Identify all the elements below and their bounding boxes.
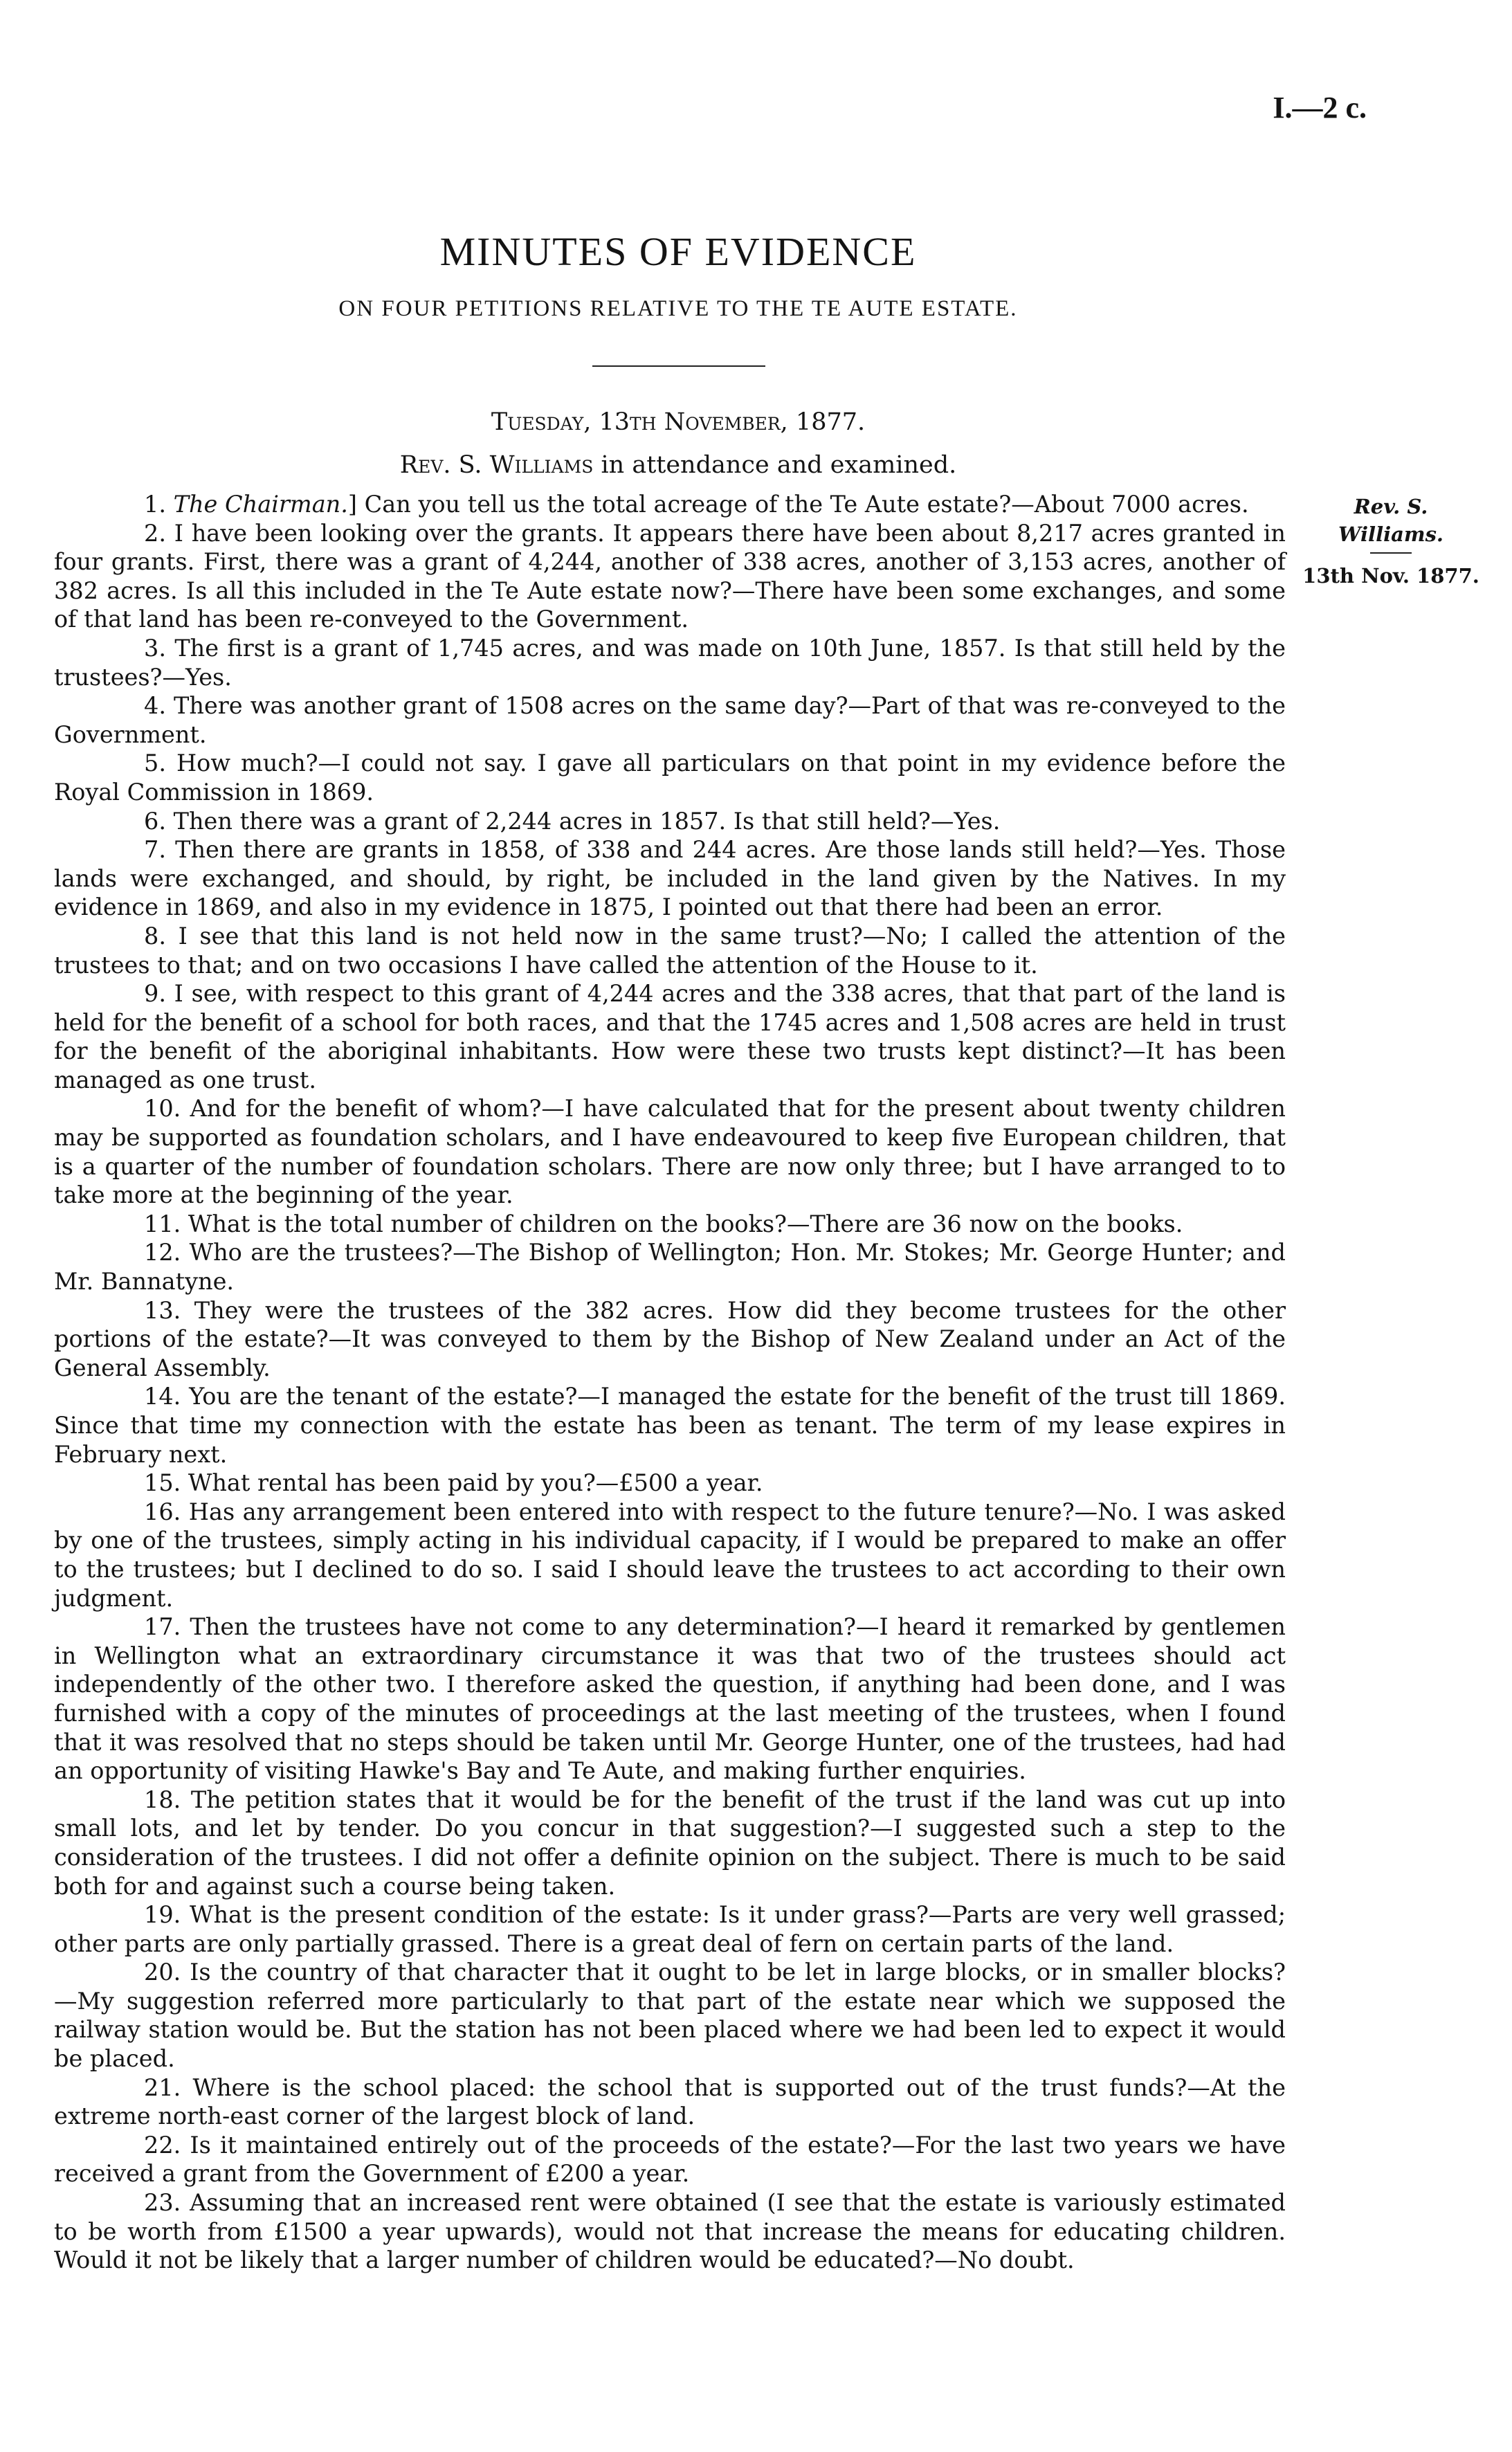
evidence-paragraph: 3. The first is a grant of 1,745 acres, and was made on 10th June, 1857. Is that still held by the trustees?—Yes. [54, 634, 1286, 691]
evidence-paragraph: 11. What is the total number of children on the books?—There are 36 now on the books. [144, 1210, 1183, 1237]
evidence-paragraph: 14. You are the tenant of the estate?—I managed the estate for the benefit of the trust till 1869. Since that time my connection with the estate has been as tenant. The term of my lease expires in February next. [54, 1383, 1286, 1468]
evidence-paragraph: 8. I see that this land is not held now in the same trust?—No; I called the attention of the trustees to that; and on two occasions I have called the attention of the House to it. [54, 922, 1286, 979]
evidence-paragraph: 7. Then there are grants in 1858, of 338 and 244 acres. Are those lands still held?—Yes. Those lands were exchanged, and should, by right, be included in the land given by the Natives. In my evidence in 1869, and also in my evidence in 1875, I pointed out that there had been an error. [54, 836, 1286, 921]
evidence-paragraph: 19. What is the present condition of the estate: Is it under grass?—Parts are very well grassed; other parts are only partially grassed. There is a great deal of fern on certain parts of the land. [54, 1901, 1286, 1957]
margin-witness: Rev. S. Williams. [1338, 495, 1444, 546]
evidence-paragraph: 16. Has any arrangement been entered into with respect to the future tenure?—No. I was asked by one of the trustees, simply acting in his individual capacity, if I would be prepared to make an offer to the trustees; but I declined to do so. I said I should leave the trustees to act according to their own judgment. [54, 1498, 1286, 1612]
evidence-paragraph: 9. I see, with respect to this grant of 4,244 acres and the 338 acres, that that part of the land is held for the benefit of a school for both races, and that the 1745 acres and 1,508 acres are held in trust for the benefit of the aboriginal inhabitants. How were these two trusts kept distinct?—It has been managed as one trust. [54, 980, 1286, 1093]
evidence-paragraph: 22. Is it maintained entirely out of the proceeds of the estate?—For the last two years we have received a grant from the Government of £200 a year. [54, 2131, 1286, 2188]
evidence-body [54, 490, 1286, 2275]
speaker: The Chairman. [173, 491, 348, 518]
evidence-paragraph: 10. And for the benefit of whom?—I have calculated that for the present about twenty children may be supported as foundation scholars, and I have endeavoured to keep five European children, that is a quarter of the number of foundation scholars. There are now only three; but I have arranged to to take more at the beginning of the year. [54, 1095, 1286, 1209]
witness-status: in attendance and examined. [593, 451, 957, 479]
evidence-paragraph: 4. There was another grant of 1508 acres on the same day?—Part of that was re-conveyed to the Government. [54, 692, 1286, 748]
evidence-paragraph: 20. Is the country of that character that it ought to be let in large blocks, or in smaller blocks? —My suggestion referred more particularly to that part of the estate near which we supposed the railway station would be. But the station has not been placed where we had been led to expect it would be placed. [54, 1959, 1286, 2073]
evidence-paragraph: 5. How much?—I could not say. I gave all particulars on that point in my evidence before the Royal Commission in 1869. [54, 750, 1286, 806]
margin-divider [1370, 552, 1412, 554]
question-number: 1. [144, 491, 174, 518]
margin-note [1301, 493, 1481, 590]
evidence-paragraph: 17. Then the trustees have not come to any determination?—I heard it remarked by gentlemen in Wellington what an extraordinary circumstance it was that two of the trustees should act independently of the other two. I therefore asked the question, if anything had been done, and I was furnished with a copy of the minutes of proceedings at the last meeting of the trustees, when I found that it was resolved that no steps should be taken until Mr. George Hunter, one of the trustees, had had an opportunity of visiting Hawke's Bay and Te Aute, and making further enquiries. [54, 1613, 1286, 1785]
margin-date: 13th Nov. 1877. [1302, 564, 1479, 588]
paragraph-text: ] Can you tell us the total acreage of the Te Aute estate?—About 7000 acres. [347, 491, 1249, 518]
title-divider [592, 365, 765, 367]
evidence-paragraph: 23. Assuming that an increased rent were obtained (I see that the estate is variously estimated to be worth from £1500 a year upwards), would not that increase the means for educating children. Would it not be likely that a larger number of children would be educated?—No doubt. [54, 2189, 1286, 2274]
session-date: Tuesday, 13th November, 1877. [491, 408, 866, 436]
witness-name: Rev. S. Williams [399, 451, 594, 479]
evidence-paragraph: 15. What rental has been paid by you?—£500 a year. [144, 1469, 763, 1497]
document-subtitle: ON FOUR PETITIONS RELATIVE TO THE TE AUTE ESTATE. [338, 296, 1018, 321]
evidence-paragraph [54, 490, 1286, 519]
document-title: MINUTES OF EVIDENCE [439, 229, 917, 274]
evidence-paragraph: 2. I have been looking over the grants. It appears there have been about 8,217 acres granted in four grants. First, there was a grant of 4,244, another of 338 acres, another of 3,153 acres, another of 382 acres. Is all this included in the Te Aute estate now?—There have been some exchanges, and some of that land has been re-conveyed to the Government. [54, 519, 1286, 633]
evidence-paragraph: 13. They were the trustees of the 382 acres. How did they become trustees for the other portions of the estate?—It was conveyed to them by the Bishop of New Zealand under an Act of the General Assembly. [54, 1296, 1286, 1381]
evidence-paragraph: 18. The petition states that it would be for the benefit of the trust if the land was cut up into small lots, and let by tender. Do you concur in that suggestion?—I suggested such a step to the consideration of the trustees. I did not offer a definite opinion on the subject. There is much to be said both for and against such a course being taken. [54, 1786, 1286, 1900]
witness-line [0, 451, 1356, 479]
evidence-paragraph: 21. Where is the school placed: the school that is supported out of the trust funds?—At the extreme north-east corner of the largest block of land. [54, 2073, 1286, 2130]
evidence-paragraph: 6. Then there was a grant of 2,244 acres in 1857. Is that still held?—Yes. [144, 807, 1001, 835]
evidence-paragraph: 12. Who are the trustees?—The Bishop of Wellington; Hon. Mr. Stokes; Mr. George Hunter; and Mr. Bannatyne. [54, 1239, 1286, 1296]
page-reference: I.—2 c. [1273, 91, 1367, 125]
